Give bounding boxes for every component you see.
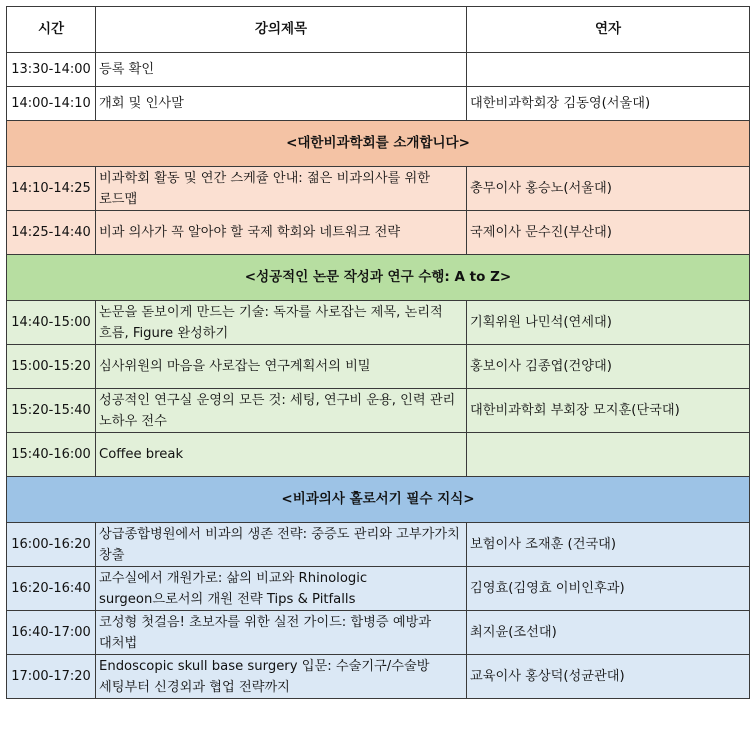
- speaker-cell: [467, 433, 750, 477]
- table-row: [7, 523, 750, 567]
- header-time: 시간: [7, 7, 96, 53]
- title-cell: 심사위원의 마음을 사로잡는 연구계획서의 비밀: [96, 345, 467, 389]
- table-row: [7, 211, 750, 255]
- speaker-cell: 대한비과학회 부회장 모지훈(단국대): [467, 389, 750, 433]
- table-row: [7, 655, 750, 699]
- title-cell: 비과 의사가 꼭 알아야 할 국제 학회와 네트워크 전략: [96, 211, 467, 255]
- table-row: [7, 567, 750, 611]
- speaker-cell: 김영효(김영효 이비인후과): [467, 567, 750, 611]
- time-cell: 16:00-16:20: [7, 523, 96, 567]
- time-cell: 17:00-17:20: [7, 655, 96, 699]
- time-cell: 15:00-15:20: [7, 345, 96, 389]
- title-cell: Coffee break: [96, 433, 467, 477]
- section-header-row: [7, 477, 750, 523]
- time-cell: 14:10-14:25: [7, 167, 96, 211]
- speaker-cell: 대한비과학회장 김동영(서울대): [467, 87, 750, 121]
- table-header-row: [7, 7, 750, 53]
- time-cell: 13:30-14:00: [7, 53, 96, 87]
- table-row: [7, 167, 750, 211]
- section-title: <성공적인 논문 작성과 연구 수행: A to Z>: [7, 255, 750, 301]
- speaker-cell: 최지윤(조선대): [467, 611, 750, 655]
- title-cell: 코성형 첫걸음! 초보자를 위한 실전 가이드: 합병증 예방과 대처법: [96, 611, 467, 655]
- table-row: [7, 301, 750, 345]
- time-cell: 14:40-15:00: [7, 301, 96, 345]
- speaker-cell: 교육이사 홍상덕(성균관대): [467, 655, 750, 699]
- title-cell: 개회 및 인사말: [96, 87, 467, 121]
- time-cell: 14:00-14:10: [7, 87, 96, 121]
- speaker-cell: 기획위원 나민석(연세대): [467, 301, 750, 345]
- program-schedule-table: [6, 6, 750, 699]
- title-cell: 비과학회 활동 및 연간 스케쥴 안내: 젊은 비과의사를 위한 로드맵: [96, 167, 467, 211]
- header-title: 강의제목: [96, 7, 467, 53]
- time-cell: 16:40-17:00: [7, 611, 96, 655]
- title-cell: 교수실에서 개원가로: 삶의 비교와 Rhinologic surgeon으로서의 개원 전략 Tips & Pitfalls: [96, 567, 467, 611]
- title-cell: Endoscopic skull base surgery 입문: 수술기구/수술방 세팅부터 신경외과 협업 전략까지: [96, 655, 467, 699]
- speaker-cell: 보험이사 조재훈 (건국대): [467, 523, 750, 567]
- title-cell: 논문을 돋보이게 만드는 기술: 독자를 사로잡는 제목, 논리적 흐름, Figure 완성하기: [96, 301, 467, 345]
- section-header-row: [7, 255, 750, 301]
- title-cell: 성공적인 연구실 운영의 모든 것: 세팅, 연구비 운용, 인력 관리 노하우 전수: [96, 389, 467, 433]
- time-cell: 15:40-16:00: [7, 433, 96, 477]
- title-cell: 등록 확인: [96, 53, 467, 87]
- time-cell: 16:20-16:40: [7, 567, 96, 611]
- time-cell: 14:25-14:40: [7, 211, 96, 255]
- table-row: [7, 345, 750, 389]
- table-row: [7, 433, 750, 477]
- section-title: <대한비과학회를 소개합니다>: [7, 121, 750, 167]
- header-speaker: 연자: [467, 7, 750, 53]
- section-header-row: [7, 121, 750, 167]
- section-title: <비과의사 홀로서기 필수 지식>: [7, 477, 750, 523]
- speaker-cell: 국제이사 문수진(부산대): [467, 211, 750, 255]
- table-row: [7, 389, 750, 433]
- title-cell: 상급종합병원에서 비과의 생존 전략: 중증도 관리와 고부가가치 창출: [96, 523, 467, 567]
- speaker-cell: 홍보이사 김종엽(건양대): [467, 345, 750, 389]
- table-row: [7, 53, 750, 87]
- table-row: [7, 87, 750, 121]
- time-cell: 15:20-15:40: [7, 389, 96, 433]
- table-row: [7, 611, 750, 655]
- speaker-cell: [467, 53, 750, 87]
- speaker-cell: 총무이사 홍승노(서울대): [467, 167, 750, 211]
